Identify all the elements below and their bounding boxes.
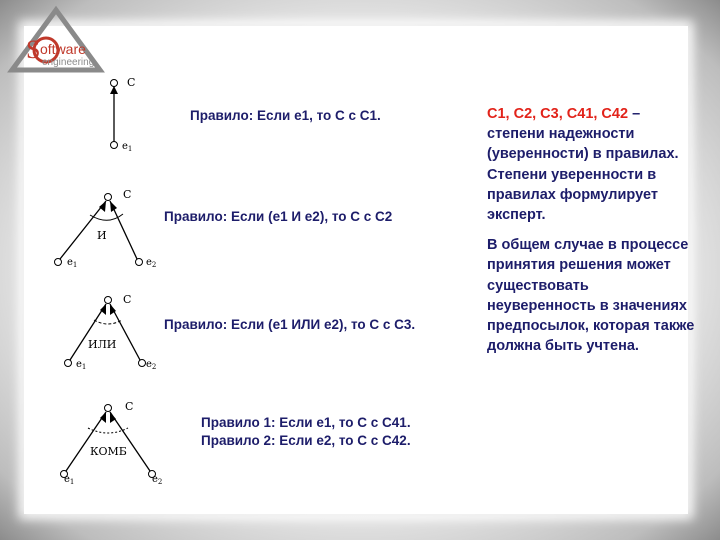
confidence-coefficients: С1, С2, С3, С41, С42 <box>487 106 629 122</box>
node-e1 <box>111 142 118 149</box>
node-c <box>105 405 112 412</box>
label-c: C <box>127 76 136 89</box>
node-e2 <box>139 360 146 367</box>
rule-4-line-1: Правило 1: Если е1, то С с С41. <box>201 415 411 430</box>
diagram-combination-rule <box>61 400 163 486</box>
rule-2-text: Правило: Если (е1 И е2), то С с С2 <box>164 209 393 224</box>
label-operator: И <box>97 229 107 242</box>
label-e2: $e_2$ <box>146 257 157 269</box>
edge-e1-c <box>66 412 106 471</box>
arrow-head <box>110 86 118 94</box>
dash: – <box>628 106 641 122</box>
logo-word-engineering: engineering <box>42 57 95 68</box>
uncertainty-paragraph: В общем случае в процессе принятия решения может существовать неуверенность в значениях предпосылок, которая также должна быть учтена. <box>487 237 695 355</box>
arrow-head-left <box>100 412 106 423</box>
diagram-or-rule <box>65 293 157 371</box>
rule-1-text: Правило: Если е1, то С с С1. <box>190 108 381 123</box>
node-e1 <box>55 259 62 266</box>
arrow-head-left <box>100 304 106 315</box>
arrow-head-right <box>110 201 117 212</box>
label-e1: $e_1$ <box>64 474 75 486</box>
arrow-head-right <box>110 412 116 423</box>
node-e2 <box>136 259 143 266</box>
rule-4-line-2: Правило 2: Если е2, то С с С42. <box>201 433 411 448</box>
label-e1: $e_1$ <box>67 257 78 269</box>
label-c: C <box>123 293 132 306</box>
or-arc <box>94 320 122 324</box>
label-e1: $e_1$ <box>76 359 87 371</box>
label-e2: $e_2$ <box>152 474 163 486</box>
logo-word-software: oftware <box>40 41 86 57</box>
label-operator: ИЛИ <box>88 338 117 351</box>
label-c: C <box>125 400 134 413</box>
diagram-and-rule <box>55 188 157 269</box>
node-e1 <box>65 360 72 367</box>
edge-e2-c <box>110 304 140 360</box>
logo-big-s: S <box>26 35 41 64</box>
label-e1: $e_1$ <box>122 141 133 153</box>
node-c <box>111 80 118 87</box>
label-c: C <box>123 188 132 201</box>
confidence-description: степени надежности (уверенности) в правилах. Степени уверенности в правилах формулирует эксперт. <box>487 126 679 224</box>
label-e2: $e_2$ <box>146 359 157 371</box>
explanation-panel <box>487 104 699 356</box>
rule-3-text: Правило: Если (е1 ИЛИ е2), то С с С3. <box>164 317 416 332</box>
node-c <box>105 297 112 304</box>
edge-e2-c <box>110 412 150 471</box>
node-c <box>105 194 112 201</box>
edge-e1-c <box>70 304 106 360</box>
confidence-paragraph <box>487 104 699 225</box>
label-operator: КОМБ <box>90 445 127 458</box>
diagram-single-rule <box>110 76 135 153</box>
arrow-head-left <box>99 201 106 212</box>
